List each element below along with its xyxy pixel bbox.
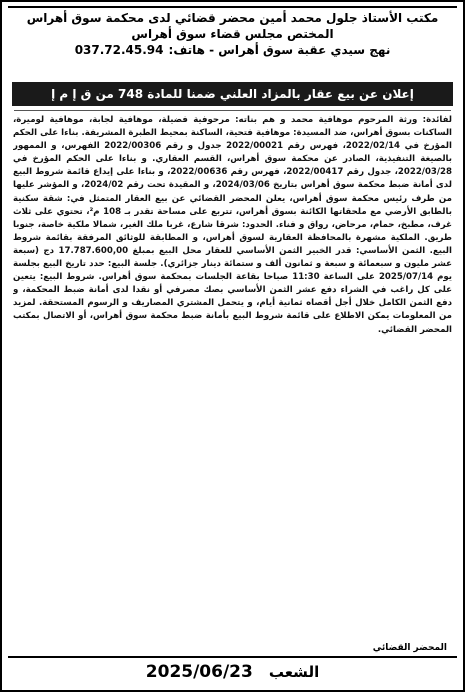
notice-footer	[2, 658, 463, 686]
newspaper-name: الشعب	[268, 663, 320, 681]
publication-date: 2025/06/23	[145, 662, 253, 682]
office-address-row	[10, 42, 455, 59]
notice-body: لفائدة: ورثة المرحوم موهافية محمد و هم بناته: مرحوفية فضيلة، موهافية لجابة، موهافية لوميرة، الساكنات بسوق أهراس، ضد المسيدة: موهافية فتحية، الساكنة بمحيط الطبرة المشريفة. بناءا على الحكم المؤرخ في 2022/02/14، فهرس رقم 2022/00021 جدول و رقم 2022/00306 الفهرس، و الممهور بالصيغة التنفيذية، الصادر عن محكمة سوق أهراس، القسم العقاري. و بناءا على الحكم المؤرخ في 2022/03/28، جدول رقم 2022/00417، فهرس رقم 2022/00636، و بناءا على إيداع قائمة شروط البيع لدى أمانة ضبط محكمة سوق أهراس بتاريخ 2024/03/06، و المقيدة تحت رقم 2024/02، و المؤشر عليها من طرف رئيس محكمة سوق أهراس، يعلن المحضر القضائي عن بيع العقار المتمثل في: شقة سكنية بالطابق الأرضي مع ملحقاتها الكائنة بسوق أهراس، تتربع على مساحة تقدر بـ 108 م²، تحتوي على ثلاث غرف، مطبخ، حمام، مرحاض، رواق و فناء. الحدود: شرقا شارع، غربا ملك الغير، شمالا ملكية خاصة، جنوبا طريق. الملكية مشهرة بالمحافظة العقارية لسوق أهراس، و المطابقة للوثائق المرفقة بقائمة شروط البيع. الثمن الأساسي: قدر الخبير الثمن الأساسي للعقار محل البيع بمبلغ 17.787.600,00 دج (سبعة عشر مليون و سبعمائة و سبعة و ثمانون ألف و ستمائة دينار جزائري). جلسة البيع: حدد تاريخ البيع بجلسة يوم 2025/07/14 على الساعة 11:30 صباحا بقاعة الجلسات بمحكمة سوق أهراس. شروط البيع: يتعين على كل راغب في الشراء دفع عشر الثمن الأساسي بصك مصرفي أو نقدا لدى أمانة ضبط المحكمة، و دفع الثمن الكامل خلال أجل أقصاه ثمانية أيام، و يتحمل المشتري المصاريف و الرسوم المستحقة. لمزيد من المعلومات يمكن الاطلاع على قائمة شروط البيع بأمانة ضبط محكمة سوق أهراس، أو الاتصال بمكتب المحضر القضائي.	[13, 115, 452, 335]
notice-title: إعلان عن بيع عقار بالمزاد العلني ضمنا للمادة 748 من ق إ م إ	[12, 82, 453, 106]
notice-signature: المحضر القضائي	[372, 643, 447, 653]
office-address: نهج سيدي عقبة سوق أهراس - هاتف:	[168, 43, 391, 57]
office-specialty: المختص مجلس قضاء سوق أهراس	[131, 27, 334, 41]
office-phone: 037.72.45.94	[74, 43, 164, 57]
title-divider	[14, 110, 451, 111]
office-name: مكتب الأستاذ جلول محمد أمين محضر قضائي لدى محكمة سوق أهراس	[26, 11, 439, 25]
top-rule	[8, 6, 457, 8]
notice-header	[10, 10, 455, 59]
